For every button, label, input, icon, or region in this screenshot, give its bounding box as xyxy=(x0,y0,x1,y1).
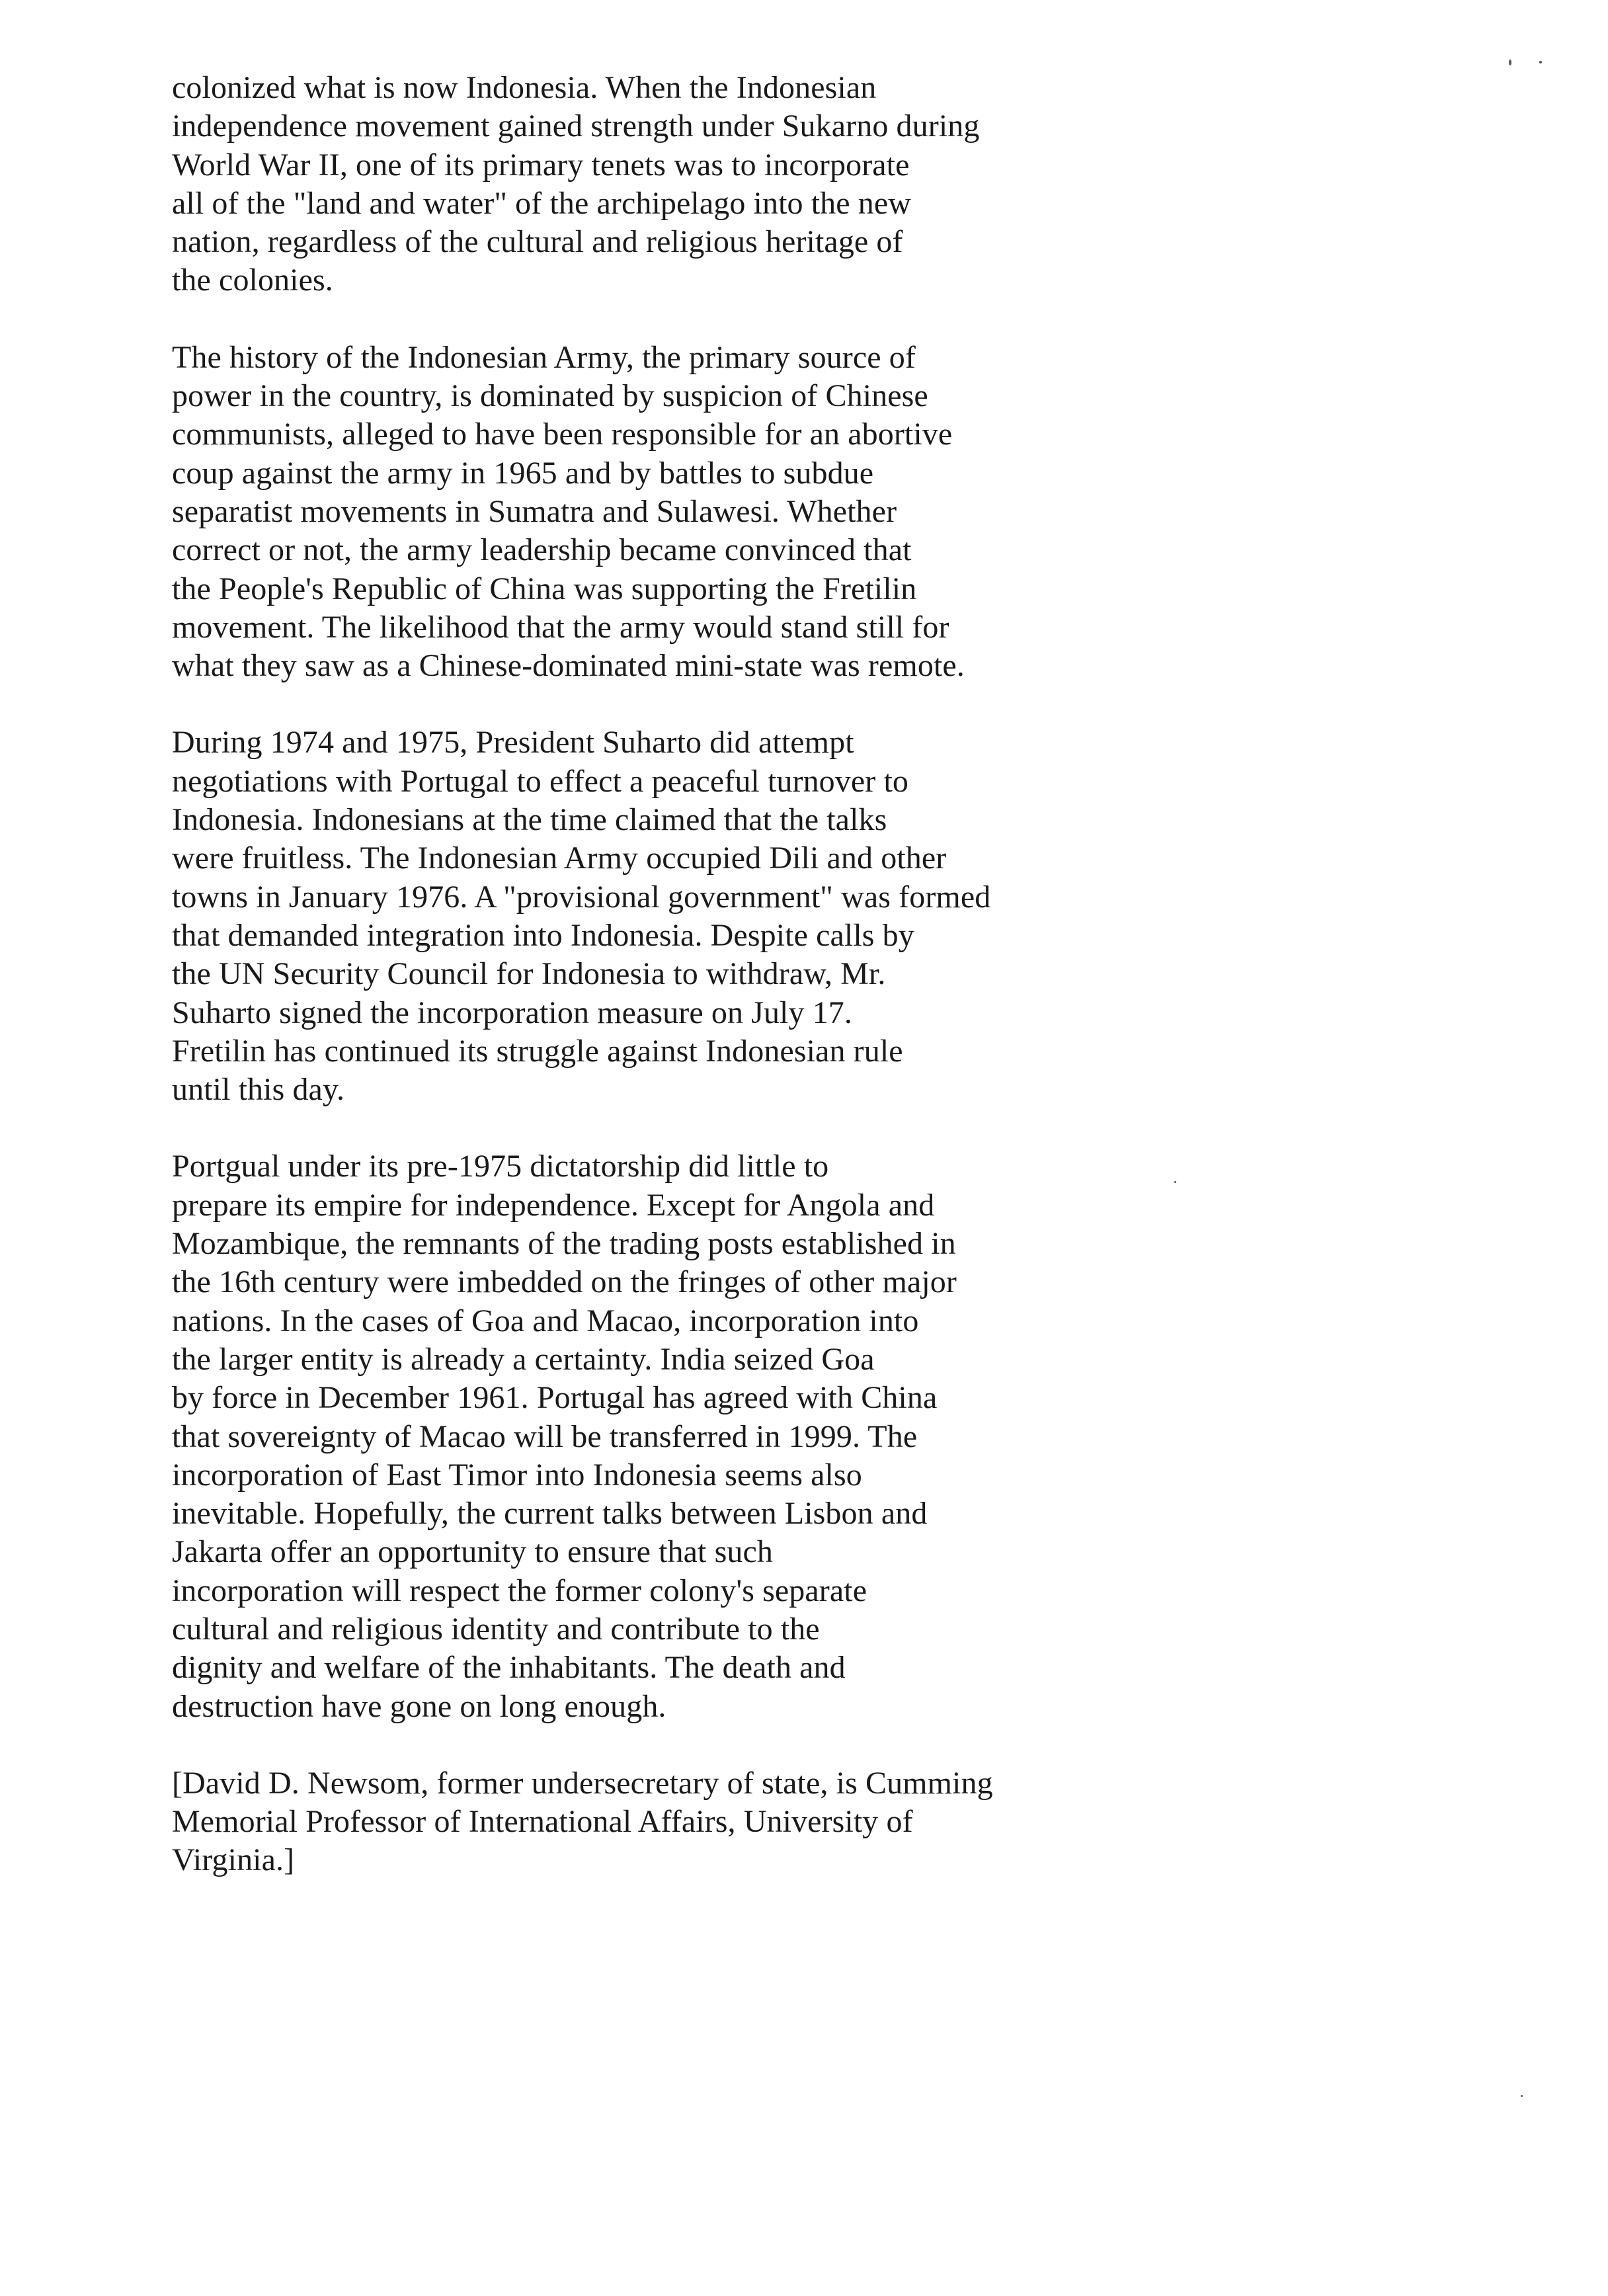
text-line: Fretilin has continued its struggle against Indonesian rule xyxy=(172,1033,903,1069)
text-line: negotiations with Portugal to effect a peaceful turnover to xyxy=(172,763,909,799)
text-line: cultural and religious identity and contribute to the xyxy=(172,1611,820,1647)
text-line: incorporation will respect the former colony's separate xyxy=(172,1573,867,1608)
paragraph-colonial-history xyxy=(172,69,1111,300)
text-line: The history of the Indonesian Army, the primary source of xyxy=(172,339,916,375)
text-line: the larger entity is already a certainty. India seized Goa xyxy=(172,1341,875,1377)
text-line: Jakarta offer an opportunity to ensure that such xyxy=(172,1534,773,1570)
text-line: Virginia.] xyxy=(172,1842,295,1878)
text-line: destruction have gone on long enough. xyxy=(172,1688,666,1724)
text-line: the People's Republic of China was supporting the Fretilin xyxy=(172,571,917,606)
text-line: [David D. Newsom, former undersecretary of state, is Cumming xyxy=(172,1765,993,1801)
text-line: the colonies. xyxy=(172,263,333,298)
article-body xyxy=(172,69,1111,1880)
paragraph-portugal-empire xyxy=(172,1147,1111,1725)
scan-speck xyxy=(1539,61,1542,63)
text-line: Suharto signed the incorporation measure on July 17. xyxy=(172,995,852,1030)
paragraph-gap xyxy=(172,300,1111,339)
text-line: Portgual under its pre-1975 dictatorship did little to xyxy=(172,1149,829,1184)
text-line: coup against the army in 1965 and by battles to subdue xyxy=(172,455,874,491)
scan-speck xyxy=(1521,2095,1523,2097)
text-line: Memorial Professor of International Affairs, University of xyxy=(172,1804,913,1840)
paragraph-indonesian-army xyxy=(172,339,1111,686)
scan-speck xyxy=(1174,1181,1176,1183)
text-line: power in the country, is dominated by suspicion of Chinese xyxy=(172,378,928,414)
text-line: colonized what is now Indonesia. When the Indonesian xyxy=(172,70,877,105)
text-line: that demanded integration into Indonesia. Despite calls by xyxy=(172,917,914,953)
paragraph-gap xyxy=(172,1726,1111,1764)
text-line: independence movement gained strength under Sukarno during xyxy=(172,108,980,144)
paragraph-suharto-negotiations xyxy=(172,723,1111,1109)
text-line: by force in December 1961. Portugal has agreed with China xyxy=(172,1380,938,1416)
text-line: inevitable. Hopefully, the current talks between Lisbon and xyxy=(172,1496,928,1532)
text-line: Mozambique, the remnants of the trading posts established in xyxy=(172,1226,956,1262)
text-line: were fruitless. The Indonesian Army occupied Dili and other xyxy=(172,840,947,876)
text-line: what they saw as a Chinese-dominated mini-state was remote. xyxy=(172,648,965,684)
text-line: the UN Security Council for Indonesia to withdraw, Mr. xyxy=(172,956,886,992)
text-line: separatist movements in Sumatra and Sulawesi. Whether xyxy=(172,493,897,529)
text-line: prepare its empire for independence. Except for Angola and xyxy=(172,1187,935,1223)
text-line: World War II, one of its primary tenets was to incorporate xyxy=(172,147,910,183)
text-line: Indonesia. Indonesians at the time claimed that the talks xyxy=(172,802,887,838)
text-line: movement. The likelihood that the army would stand still for xyxy=(172,609,949,645)
text-line: until this day. xyxy=(172,1072,345,1108)
text-line: the 16th century were imbedded on the fringes of other major xyxy=(172,1264,957,1300)
text-line: correct or not, the army leadership became convinced that xyxy=(172,532,912,568)
text-line: all of the "land and water" of the archipelago into the new xyxy=(172,185,912,221)
text-line: dignity and welfare of the inhabitants. The death and xyxy=(172,1650,846,1686)
paragraph-gap xyxy=(172,1109,1111,1147)
text-line: nation, regardless of the cultural and religious heritage of xyxy=(172,224,903,260)
author-bio xyxy=(172,1764,1111,1880)
text-line: incorporation of East Timor into Indonesia seems also xyxy=(172,1457,862,1493)
paragraph-gap xyxy=(172,685,1111,723)
scan-speck xyxy=(1509,60,1511,65)
text-line: that sovereignty of Macao will be transferred in 1999. The xyxy=(172,1418,918,1454)
text-line: During 1974 and 1975, President Suharto did attempt xyxy=(172,725,854,760)
text-line: nations. In the cases of Goa and Macao, incorporation into xyxy=(172,1303,919,1338)
text-line: towns in January 1976. A "provisional government" was formed xyxy=(172,879,991,915)
text-line: communists, alleged to have been responsible for an abortive xyxy=(172,417,953,452)
